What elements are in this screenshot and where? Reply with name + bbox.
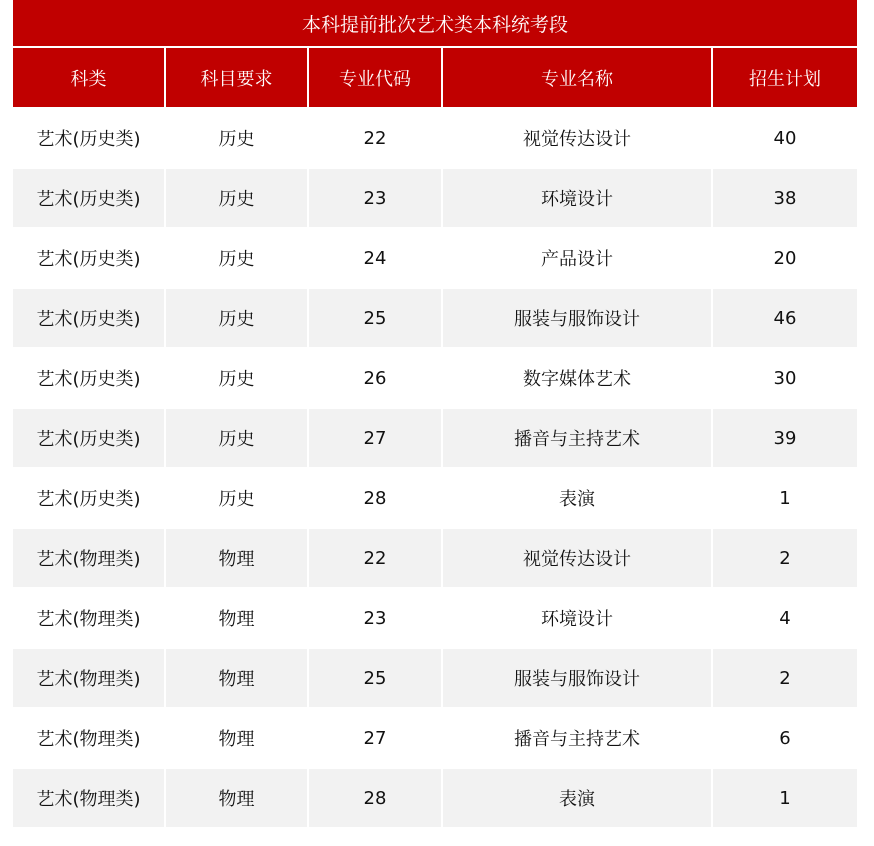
table-row <box>13 708 857 768</box>
table-body <box>13 108 857 828</box>
table-row <box>13 468 857 528</box>
major-name-cell: 播音与主持艺术 <box>442 708 712 768</box>
category-cell: 艺术(历史类) <box>13 168 165 228</box>
admission-table-container <box>13 0 857 829</box>
column-header-major-name: 专业名称 <box>442 48 712 108</box>
category-cell: 艺术(历史类) <box>13 468 165 528</box>
major-code-cell: 22 <box>308 108 442 168</box>
major-name-cell: 环境设计 <box>442 588 712 648</box>
major-code-cell: 28 <box>308 768 442 828</box>
category-cell: 艺术(历史类) <box>13 108 165 168</box>
enrollment-plan-cell: 46 <box>712 288 857 348</box>
admission-plan-table <box>13 48 857 829</box>
column-header-subject-requirement: 科目要求 <box>165 48 308 108</box>
category-cell: 艺术(历史类) <box>13 228 165 288</box>
major-code-cell: 23 <box>308 168 442 228</box>
enrollment-plan-cell: 6 <box>712 708 857 768</box>
subject-requirement-cell: 物理 <box>165 528 308 588</box>
subject-requirement-cell: 物理 <box>165 588 308 648</box>
major-name-cell: 产品设计 <box>442 228 712 288</box>
table-row <box>13 168 857 228</box>
major-code-cell: 27 <box>308 408 442 468</box>
major-name-cell: 环境设计 <box>442 168 712 228</box>
subject-requirement-cell: 历史 <box>165 168 308 228</box>
major-code-cell: 25 <box>308 648 442 708</box>
table-row <box>13 408 857 468</box>
table-row <box>13 228 857 288</box>
table-header <box>13 48 857 108</box>
column-header-category: 科类 <box>13 48 165 108</box>
table-row <box>13 288 857 348</box>
category-cell: 艺术(物理类) <box>13 708 165 768</box>
column-header-major-code: 专业代码 <box>308 48 442 108</box>
major-code-cell: 23 <box>308 588 442 648</box>
major-name-cell: 数字媒体艺术 <box>442 348 712 408</box>
enrollment-plan-cell: 2 <box>712 528 857 588</box>
subject-requirement-cell: 历史 <box>165 408 308 468</box>
major-name-cell: 表演 <box>442 768 712 828</box>
subject-requirement-cell: 物理 <box>165 708 308 768</box>
table-row <box>13 648 857 708</box>
major-code-cell: 27 <box>308 708 442 768</box>
category-cell: 艺术(物理类) <box>13 648 165 708</box>
enrollment-plan-cell: 1 <box>712 768 857 828</box>
enrollment-plan-cell: 39 <box>712 408 857 468</box>
major-code-cell: 24 <box>308 228 442 288</box>
major-name-cell: 视觉传达设计 <box>442 108 712 168</box>
subject-requirement-cell: 物理 <box>165 648 308 708</box>
major-name-cell: 视觉传达设计 <box>442 528 712 588</box>
subject-requirement-cell: 历史 <box>165 228 308 288</box>
major-name-cell: 播音与主持艺术 <box>442 408 712 468</box>
major-code-cell: 28 <box>308 468 442 528</box>
major-name-cell: 服装与服饰设计 <box>442 288 712 348</box>
column-header-enrollment-plan: 招生计划 <box>712 48 857 108</box>
major-code-cell: 22 <box>308 528 442 588</box>
table-row <box>13 588 857 648</box>
table-row <box>13 348 857 408</box>
major-name-cell: 服装与服饰设计 <box>442 648 712 708</box>
category-cell: 艺术(物理类) <box>13 768 165 828</box>
major-code-cell: 26 <box>308 348 442 408</box>
enrollment-plan-cell: 30 <box>712 348 857 408</box>
category-cell: 艺术(历史类) <box>13 288 165 348</box>
subject-requirement-cell: 历史 <box>165 108 308 168</box>
enrollment-plan-cell: 4 <box>712 588 857 648</box>
table-row <box>13 528 857 588</box>
enrollment-plan-cell: 20 <box>712 228 857 288</box>
major-code-cell: 25 <box>308 288 442 348</box>
subject-requirement-cell: 历史 <box>165 288 308 348</box>
major-name-cell: 表演 <box>442 468 712 528</box>
subject-requirement-cell: 历史 <box>165 348 308 408</box>
category-cell: 艺术(历史类) <box>13 408 165 468</box>
subject-requirement-cell: 物理 <box>165 768 308 828</box>
table-title: 本科提前批次艺术类本科统考段 <box>13 0 857 48</box>
subject-requirement-cell: 历史 <box>165 468 308 528</box>
header-row <box>13 48 857 108</box>
enrollment-plan-cell: 40 <box>712 108 857 168</box>
enrollment-plan-cell: 38 <box>712 168 857 228</box>
enrollment-plan-cell: 2 <box>712 648 857 708</box>
category-cell: 艺术(历史类) <box>13 348 165 408</box>
table-row <box>13 768 857 828</box>
enrollment-plan-cell: 1 <box>712 468 857 528</box>
table-row <box>13 108 857 168</box>
category-cell: 艺术(物理类) <box>13 528 165 588</box>
category-cell: 艺术(物理类) <box>13 588 165 648</box>
